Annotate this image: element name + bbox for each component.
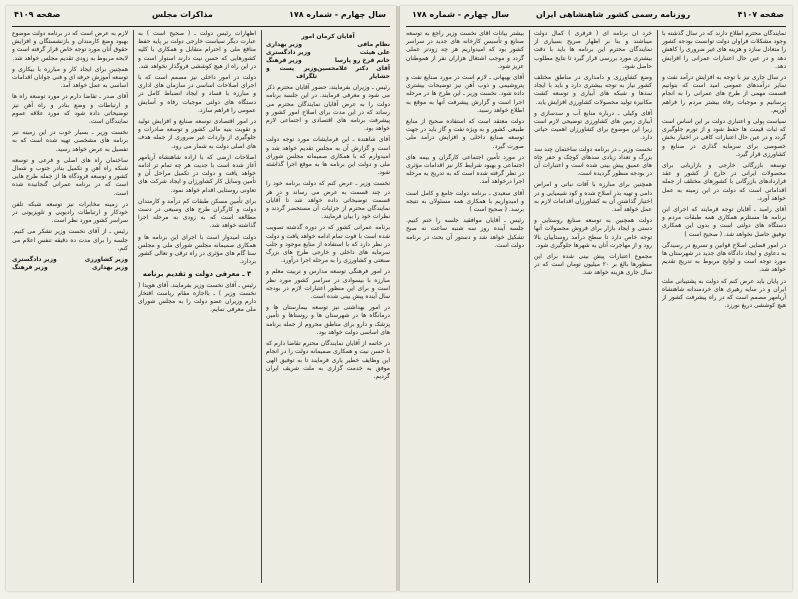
paragraph: خرد آن برنامه ای ( فرفری ) کمال دولت میباشند و بنا بر اظهار صریح بسیاری از نمایندگان محترم این برنامه ها باید با دقت بیشتری مورد بررسی قرار گیرد تا نتایج مطلوب حاصل شود. (534, 30, 652, 70)
foot-item: وزیر کشاورزی (84, 256, 128, 264)
paragraph: آقای صدر ـ تقاضا دارم در مورد توسعه راه ها و ارتباطات و وضع بنادر و راه آهن نیز توضیحاتی داده شود که مورد علاقه عموم نمایندگان است. (12, 93, 128, 126)
paragraph: همچنین برای ایجاد کار و مبارزه با بیکاری و توسعه آموزش حرفه ای و فنی جوانان اقدامات اساسی به عمل خواهد آمد. (12, 65, 128, 90)
right-page-title: روزنامه رسمی کشور شاهنشاهی ایران (536, 10, 691, 19)
paragraph: برنامه عمرانی کشور که در دوره گذشته تصویب شده است با قوت تمام ادامه خواهد یافت و دولت در نظر دارد که با استفاده از منابع موجود و جلب سرمایه های داخلی و خارجی طرح های بزرگ صنعتی و کشاورزی را به مرحله اجرا درآورد. (266, 224, 390, 265)
right-column-2 (534, 30, 652, 583)
paragraph: دولت همچنین به توسعه صنایع روستایی و دستی و ایجاد بازار برای فروش محصولات آنها توجه خاص دارد تا سطح درآمد روستاییان بالا رود و از مهاجرت آنان به شهرها جلوگیری شود. (534, 217, 652, 249)
left-col3-paras (12, 30, 128, 253)
cabinet-intro: آقایان کرمان امور (301, 33, 355, 40)
paragraph: نخست وزیر ـ بسیار خوب در این زمینه نیز برنامه های مشخصی تهیه شده است که به تفصیل به عرض خواهد رسید. (12, 129, 128, 153)
right-header-rule (406, 26, 786, 27)
left-page-issue: سال چهارم - شماره ۱۷۸ (288, 10, 386, 19)
right-page-number: صفحه ۴۱۰۷ (737, 10, 784, 19)
column-rule (529, 30, 530, 583)
minister-post: وزیر دادگستری (266, 49, 311, 57)
paragraph: ساختمان راه های اصلی و فرعی و توسعه شبکه راه آهن و تکمیل بنادر جنوب و شمال کشور و توسعه فرودگاه ها از جمله طرح هایی است که در برنامه عمرانی گنجانیده شده است. (12, 156, 128, 197)
cabinet-row (266, 49, 390, 57)
paragraph: آقای رامبد ـ آقایان توجه فرمایند که اجرای این برنامه ها مستلزم همکاری همه طبقات مردم و دستگاه های دولتی است و بدون این همکاری توفیق حاصل نخواهد شد. ( صحیح است ) (662, 206, 786, 238)
left-page (6, 6, 396, 591)
paragraph: در مورد تأمین اجتماعی کارگران و بیمه های اجتماعی و بهبود شرایط کار نیز اقدامات مؤثری در نظر گرفته شده است که به تدریج به مرحله اجرا درخواهد آمد. (406, 153, 524, 186)
right-column-3 (406, 30, 524, 583)
paragraph: دولت معتقد است که استفاده صحیح از منابع طبیعی کشور و به ویژه نفت و گاز باید در جهت توسعه صنایع داخلی و افزایش درآمد ملی صورت گیرد. (406, 118, 524, 150)
cabinet-list (266, 33, 390, 81)
paragraph: نمایندگان محترم اطلاع دارند که در سال گذشته با وجود مشکلات فراوان دولت توانست بودجه کشور را متعادل سازد و هزینه های غیر ضروری را کاهش دهد و در عین حال اعتبارات عمرانی را افزایش دهد. (662, 30, 786, 70)
paragraph: رئیس ـ از آقای نخست وزیر تشکر می کنیم. جلسه را برای مدت ده دقیقه تنفس اعلام می کنم. (12, 228, 128, 252)
left-column-1 (266, 30, 390, 583)
paragraph: در امور فرهنگی توسعه مدارس و تربیت معلم و مبارزه با بیسوادی در سراسر کشور مورد نظر است و برای این منظور اعتبارات لازم در بودجه سال آینده پیش بینی شده است. (266, 268, 390, 301)
paragraph: اصلاحات ارضی که با اراده شاهنشاه آریامهر آغاز شده است با جدیت هر چه تمام تر ادامه خواهد یافت و دولت در تکمیل مراحل آن و تأمین وسایل کار کشاورزان و ایجاد شرکت های تعاونی روستایی اقدام خواهد نمود. (138, 153, 256, 194)
paragraph: مجموع اعتبارات پیش بینی شده برای این منظورها بالغ بر ۲۰ میلیون تومان است که در سال جاری هزینه خواهد شد. (534, 253, 652, 277)
column-rule (261, 30, 262, 583)
section-subheading: ۳ ـ معرفی دولت و تقدیم برنامه (142, 270, 252, 279)
cabinet-row (266, 65, 390, 81)
column-rule (657, 30, 658, 583)
right-column-1 (662, 30, 786, 583)
minister-post: وزیر فرهنگ (266, 57, 302, 65)
minister-name: علی هیئت (359, 49, 390, 57)
right-page (400, 6, 792, 591)
right-page-header (406, 10, 786, 24)
paragraph: بیشتر بیانات آقای نخست وزیر راجع به توسعه صنایع و تأسیس کارخانه های جدید در سراسر کشور بود که امیدواریم هر چه زودتر عملی گردد و موجب اشتغال هزاران نفر از هموطنان عزیز شود. (406, 30, 524, 70)
paragraph: لازم به عرض است که در برنامه دولت موضوع بهبود وضع کارمندان و بازنشستگان و افزایش حقوق آنان مورد توجه خاص قرار گرفته است و لایحه مربوط به زودی تقدیم مجلس خواهد شد. (12, 30, 128, 62)
minister-name: خانم فرخ رو پارسا (334, 57, 390, 65)
paragraph: توسعه بازرگانی خارجی و بازاریابی برای محصولات ایرانی در خارج از کشور و عقد قراردادهای بازرگانی با کشورهای مختلف از جمله اقداماتی است که دولت در این زمینه به عمل خواهد آورد. (662, 162, 786, 202)
left-header-rule (12, 26, 390, 27)
cabinet-row (266, 57, 390, 65)
paragraph: در امور قضایی اصلاح قوانین و تسریع در رسیدگی به دعاوی و ایجاد دادگاه های جدید در شهرستان ها مورد توجه است و لوایح مربوط به تدریج تقدیم خواهد شد. (662, 241, 786, 274)
paragraph: آقای شاهنده ـ این فرمایشات مورد توجه دولت است و گزارش آن به مجلس تقدیم خواهد شد و امیدوارم که با همکاری صمیمانه مجلس شورای ملی و دولت این برنامه ها به موقع اجرا گذاشته شود. (266, 136, 390, 177)
paragraph: نخست وزیر ـ عرض کنم که دولت برنامه خود را در چند قسمت به عرض می رساند و در هر قسمت توضیحاتی داده خواهد شد تا آقایان نمایندگان محترم از جزئیات آن مستحضر گردند و نظرات خود را بیان فرمایند. (266, 180, 390, 221)
left-page-number: صفحه ۴۱۰۹ (14, 10, 61, 19)
cabinet-row (266, 41, 390, 49)
paragraph: آقای وکیلی ـ درباره منابع آب و سدسازی و آبیاری زمین های کشاورزی توضیحی لازم است زیرا این موضوع برای کشاورزان اهمیت حیاتی دارد. (534, 109, 652, 142)
paragraph: در امور بهداشتی نیز توسعه بیمارستان ها و درمانگاه ها در شهرستان ها و روستاها و تأمین پزشک و دارو برای مناطق محروم از جمله برنامه های اساسی دولت خواهد بود. (266, 304, 390, 336)
right-page-issue: سال چهارم - شماره ۱۷۸ (412, 10, 510, 19)
minister-post: وزیر پست و تلگراف (266, 65, 318, 81)
left-col3-foot-list (12, 256, 128, 272)
paragraph: وضع کشاورزی و دامداری در مناطق مختلف کشور نیاز به توجه بیشتری دارد و باید با ایجاد سدها و شبکه های آبیاری و توسعه کشت مکانیزه تولید محصولات کشاورزی افزایش یابد. (534, 74, 652, 106)
foot-item: وزیر فرهنگ (12, 264, 48, 272)
left-column-3 (12, 30, 128, 583)
paragraph: در امور اقتصادی توسعه صنایع و افزایش تولید و تقویت بنیه مالی کشور و توسعه صادرات و جلوگیری از واردات غیر ضروری از جمله هدف های اصلی دولت به شمار می رود. (138, 118, 256, 150)
paragraph: برای تأمین مسکن طبقات کم درآمد و کارمندان دولت و کارگران طرح های وسیعی در دست مطالعه است که به زودی به مرحله اجرا گذاشته خواهد شد. (138, 197, 256, 230)
paragraph: در پایان باید عرض کنم که دولت به پشتیبانی ملت ایران و در سایه رهبری های خردمندانه شاهنشاه آریامهر مصمم است که در راه پیشرفت کشور از هیچ کوششی دریغ نورزد. (662, 277, 786, 310)
paragraph: رئیس ـ آقای نخست وزیر بفرمایند. آقای هویدا ( نخست وزیر ) ـ بااجازه مقام ریاست افتخار دارم وزیران عضو دولت را به مجلس شورای ملی معرفی نمایم. (138, 281, 256, 314)
minister-name: نظام مافی (357, 41, 390, 49)
paragraph: سیاست پولی و اعتباری دولت بر این اساس است که ثبات قیمت ها حفظ شود و از تورم جلوگیری گردد و در عین حال اعتبارات کافی در اختیار بخش خصوصی برای سرمایه گذاری در صنایع و کشاورزی قرار گیرد. (662, 118, 786, 158)
column-rule (133, 30, 134, 583)
paragraph: آقای بهبهانی ـ لازم است در مورد صنایع نفت و پتروشیمی و ذوب آهن نیز توضیحات بیشتری داده شود. نخست وزیر ـ این طرح ها در مرحله اجرا است و گزارش پیشرفت آنها به موقع به اطلاع خواهد رسید. (406, 74, 524, 114)
paragraph: همچنین برای مبارزه با آفات نباتی و امراض دامی و تهیه بذر اصلاح شده و کود شیمیایی و در اختیار گذاشتن آن به کشاورزان اقدامات لازم به عمل خواهد آمد. (534, 181, 652, 214)
paragraph: دولت امیدوار است با اجرای این برنامه ها و همکاری صمیمانه مجلس شورای ملی و مجلس سنا گام های مؤثری در راه ترقی و تعالی کشور بردارد. (138, 233, 256, 266)
minister-name: آقای دکتر غلامحسین خشایار (317, 65, 390, 81)
paragraph: اظهارات رئیس دولت ـ ( صحیح است ) به عبارت دیگر سیاست خارجی دولت بر پایه حفظ منافع ملی و احترام متقابل و همکاری با کلیه کشورهایی که حسن نیت دارند استوار است و در این راه از هیچ کوششی فروگذار نخواهد شد. (138, 30, 256, 70)
paragraph: رئیس ـ آقایان موافقید جلسه را ختم کنیم. جلسه آینده روز سه شنبه ساعت نه صبح تشکیل خواهد شد و دستور آن بحث در برنامه دولت است. (406, 217, 524, 249)
paragraph: در خاتمه از آقایان نمایندگان محترم تقاضا دارم که با حسن نیت و همکاری صمیمانه دولت را در انجام این وظایف خطیر یاری فرمایند تا به توفیق الهی موفق به خدمت گزاری به ملت شریف ایران گردیم. (266, 340, 390, 380)
left-column-2 (138, 30, 256, 583)
foot-item: وزیر دادگستری (12, 256, 57, 264)
paragraph: رئیس ـ وزیران بفرمایند، حضور آقایان محترم ذکر می شود و معرفی فرمایند. در این جلسه برنامه دولت را به عرض آقایان نمایندگان محترم می رساند که در این مدت برای اصلاح امور کشور و پیشرفت برنامه های اقتصادی و اجتماعی لازم خواهد بود. (266, 84, 390, 133)
minister-post: وزیر بهداری (266, 41, 302, 49)
paragraph: در زمینه مخابرات نیز توسعه شبکه تلفن خودکار و ارتباطات رادیویی و تلویزیونی در سراسر کشور مورد نظر است. (12, 200, 128, 225)
paragraph: در سال جاری نیز با توجه به افزایش درآمد نفت و سایر درآمدهای عمومی امید است که بتوانیم قسمت مهمی از طرح های عمرانی را به انجام برسانیم و موجبات رفاه بیشتر مردم را فراهم آوریم. (662, 74, 786, 114)
paragraph: نخست وزیر ـ در برنامه دولت ساختمان چند سد بزرگ و تعداد زیادی سدهای کوچک و حفر چاه های عمیق پیش بینی شده است و اعتبارات آن در بودجه منظور گردیده است. (534, 145, 652, 178)
paragraph: دولت در امور داخلی نیز مصمم است که با اجرای اصلاحات اساسی در سازمان های اداری و مبارزه با فساد و ایجاد انضباط کامل در دستگاه های دولتی موجبات رفاه و آسایش عمومی را فراهم سازد. (138, 74, 256, 114)
foot-item: وزیر بهداری (92, 264, 128, 272)
paragraph: آقای سعیدی ـ برنامه دولت جامع و کامل است و امیدواریم با همکاری همه مسئولان به نتیجه برسد. ( صحیح است ) (406, 189, 524, 214)
left-page-title: مذاکرات مجلس (152, 10, 213, 19)
left-page-header (12, 10, 390, 24)
